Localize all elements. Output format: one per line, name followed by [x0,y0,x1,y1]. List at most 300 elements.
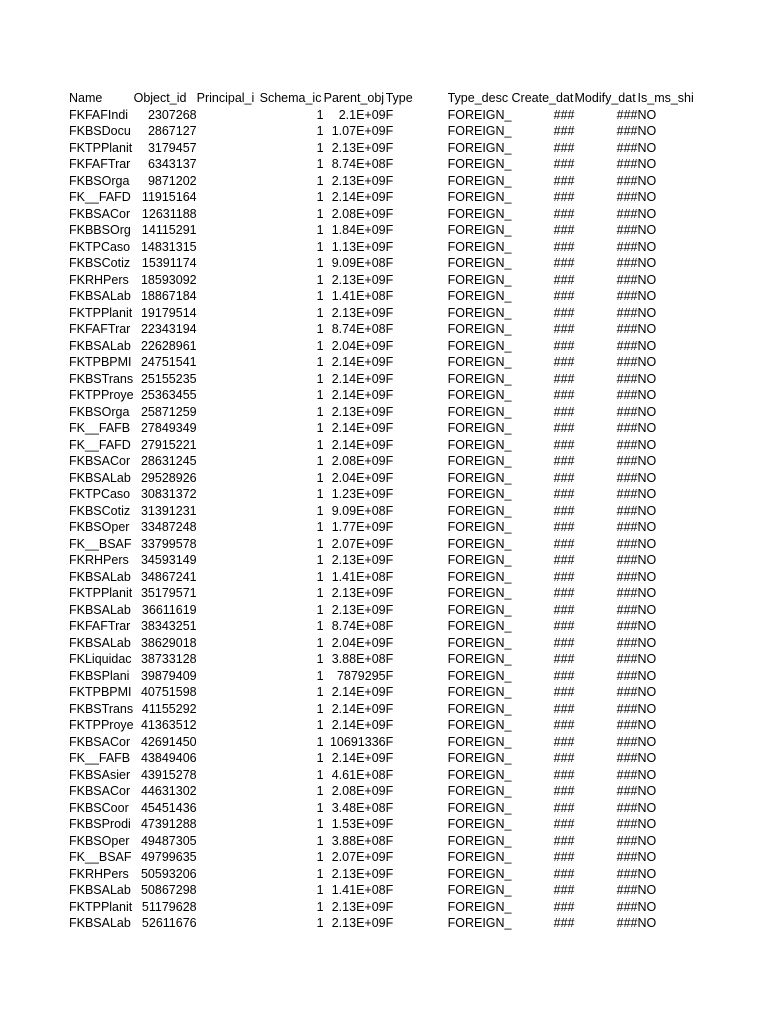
cell-create-date: ### [553,833,575,848]
cell-is-ms-shipped: NO [637,685,657,699]
cell-name: FKBSCoor [69,800,129,815]
cell-type-desc: FOREIGN_ [447,206,512,221]
cell-parent-object-id: 2.13E+09 [331,173,386,188]
cell-parent-object-id: 2.14E+09 [331,751,386,765]
table-row [69,486,702,503]
cell-type-desc: FOREIGN_ [447,404,512,419]
table-row [69,107,702,124]
cell-is-ms-shipped: NO [637,470,657,485]
cell-create-date: ### [553,223,575,237]
cell-name: FKBSACor [69,734,131,749]
cell-object-id: 38343251 [140,619,197,633]
cell-parent-object-id: 2.13E+09 [331,916,386,930]
table-row [69,222,702,239]
cell-schema-id: 1 [316,619,324,633]
table-row [69,470,702,487]
cell-modify-date: ### [616,916,638,930]
cell-modify-date: ### [616,685,638,699]
cell-name: FKTPBPMI [69,355,132,369]
cell-is-ms-shipped: NO [637,520,657,534]
cell-create-date: ### [553,602,575,617]
cell-object-id: 22628961 [140,338,197,353]
cell-object-id: 43849406 [140,751,197,765]
cell-type: F [385,355,394,369]
cell-type: F [385,883,394,897]
cell-principal-id [197,486,260,503]
table-row [69,668,702,685]
cell-schema-id: 1 [316,470,324,485]
cell-is-ms-shipped: NO [637,206,657,221]
cell-schema-id: 1 [316,701,324,716]
cell-parent-object-id: 2.08E+09 [331,454,386,468]
cell-name: FKBSALab [69,635,131,650]
cell-object-id: 2307268 [147,107,197,122]
cell-schema-id: 1 [316,322,324,336]
cell-name: FKBSALab [69,916,131,930]
cell-modify-date: ### [616,602,638,617]
cell-principal-id [197,470,260,487]
cell-type: F [385,553,394,567]
cell-object-id: 9871202 [147,173,197,188]
cell-parent-object-id: 2.14E+09 [331,190,386,204]
cell-type-desc: FOREIGN_ [447,107,512,122]
cell-principal-id [197,453,260,470]
cell-is-ms-shipped: NO [637,850,657,864]
cell-schema-id: 1 [316,272,324,287]
cell-principal-id [197,255,260,272]
cell-create-date: ### [553,520,575,534]
cell-parent-object-id: 1.41E+08 [331,569,386,584]
cell-type: F [385,536,394,551]
cell-object-id: 25871259 [140,404,197,419]
cell-is-ms-shipped: NO [637,817,657,831]
cell-create-date: ### [553,536,575,551]
cell-type-desc: FOREIGN_ [447,668,512,683]
cell-name: FKBSALab [69,470,131,485]
cell-schema-id: 1 [316,437,324,452]
cell-name: FKBSAsier [69,767,131,782]
cell-schema-id: 1 [316,652,324,666]
cell-type: F [385,305,394,320]
cell-create-date: ### [553,767,575,782]
cell-schema-id: 1 [316,751,324,765]
cell-type-desc: FOREIGN_ [447,371,512,386]
cell-principal-id [197,882,260,899]
cell-schema-id: 1 [316,883,324,897]
cell-create-date: ### [553,355,575,369]
cell-schema-id: 1 [316,916,324,930]
cell-create-date: ### [553,338,575,353]
cell-create-date: ### [553,586,575,600]
cell-is-ms-shipped: NO [637,371,657,386]
cell-type: F [385,619,394,633]
cell-create-date: ### [553,206,575,221]
cell-parent-object-id: 2.13E+09 [331,553,386,567]
cell-principal-id [197,618,260,635]
cell-create-date: ### [553,140,575,155]
cell-principal-id [197,635,260,652]
cell-modify-date: ### [616,751,638,765]
cell-principal-id [197,371,260,388]
cell-type-desc: FOREIGN_ [447,718,512,732]
cell-is-ms-shipped: NO [637,272,657,287]
cell-type-desc: FOREIGN_ [447,602,512,617]
cell-type-desc: FOREIGN_ [447,536,512,551]
cell-schema-id: 1 [316,520,324,534]
header-modify-date: Modify_dat [574,91,636,105]
cell-parent-object-id: 1.77E+09 [331,520,386,534]
cell-is-ms-shipped: NO [637,305,657,320]
cell-type-desc: FOREIGN_ [447,850,512,864]
cell-create-date: ### [553,734,575,749]
cell-type-desc: FOREIGN_ [447,899,512,914]
cell-schema-id: 1 [316,355,324,369]
cell-create-date: ### [553,107,575,122]
cell-name: FKBSOper [69,833,130,848]
cell-schema-id: 1 [316,850,324,864]
cell-parent-object-id: 1.41E+08 [331,883,386,897]
table-body [69,107,702,932]
cell-object-id: 22343194 [140,322,197,336]
cell-object-id: 40751598 [140,685,197,699]
cell-is-ms-shipped: NO [637,157,657,171]
cell-parent-object-id: 1.07E+09 [331,124,386,138]
cell-create-date: ### [553,157,575,171]
cell-parent-object-id: 2.14E+09 [331,421,386,435]
table-row [69,519,702,536]
cell-create-date: ### [553,751,575,765]
cell-modify-date: ### [616,503,638,518]
cell-principal-id [197,552,260,569]
cell-object-id: 2867127 [147,124,197,138]
cell-principal-id [197,288,260,305]
cell-object-id: 12631188 [141,206,197,221]
cell-create-date: ### [553,503,575,518]
cell-name: FKBSALab [69,338,131,353]
cell-name: FKBSDocu [69,124,131,138]
cell-name: FKBSACor [69,206,131,221]
cell-type: F [385,899,394,914]
table-row [69,437,702,454]
cell-create-date: ### [553,239,575,254]
cell-parent-object-id: 2.13E+09 [331,899,386,914]
cell-type: F [385,685,394,699]
cell-type-desc: FOREIGN_ [447,701,512,716]
table-row [69,305,702,322]
cell-object-id: 14115291 [141,223,197,237]
table-row [69,123,702,140]
cell-type: F [385,371,394,386]
table-row [69,849,702,866]
cell-is-ms-shipped: NO [637,652,657,666]
cell-create-date: ### [553,899,575,914]
cell-parent-object-id: 2.14E+09 [331,701,386,716]
cell-schema-id: 1 [316,124,324,138]
cell-principal-id [197,156,260,173]
header-name: Name [69,91,103,105]
table-row [69,140,702,157]
cell-schema-id: 1 [316,817,324,831]
cell-principal-id [197,305,260,322]
cell-principal-id [197,140,260,157]
table-row [69,651,702,668]
cell-object-id: 15391174 [141,256,197,270]
cell-is-ms-shipped: NO [637,107,657,122]
table-row [69,866,702,883]
cell-type: F [385,454,394,468]
cell-principal-id [197,800,260,817]
cell-modify-date: ### [616,223,638,237]
cell-is-ms-shipped: NO [637,602,657,617]
cell-type: F [385,289,394,303]
cell-modify-date: ### [616,569,638,584]
cell-type-desc: FOREIGN_ [447,289,512,303]
cell-is-ms-shipped: NO [637,404,657,419]
cell-object-id: 31391231 [140,503,197,518]
cell-is-ms-shipped: NO [637,289,657,303]
cell-schema-id: 1 [316,289,324,303]
cell-name: FKLiquidac [69,652,132,666]
cell-type: F [385,157,394,171]
cell-principal-id [197,783,260,800]
table-row [69,800,702,817]
cell-type: F [385,190,394,204]
cell-type: F [385,256,394,270]
table-row [69,585,702,602]
cell-object-id: 34593149 [140,553,197,567]
cell-type-desc: FOREIGN_ [447,586,512,600]
cell-type: F [385,388,394,402]
cell-object-id: 49487305 [140,833,197,848]
cell-type: F [385,916,394,930]
cell-parent-object-id: 8.74E+08 [331,619,386,633]
cell-type-desc: FOREIGN_ [447,619,512,633]
header-type-desc: Type_desc [447,91,509,105]
table-row [69,387,702,404]
cell-parent-object-id: 2.14E+09 [331,685,386,699]
table-row [69,288,702,305]
cell-object-id: 19179514 [140,305,197,320]
cell-parent-object-id: 2.13E+09 [331,305,386,320]
cell-is-ms-shipped: NO [637,140,657,155]
cell-principal-id [197,684,260,701]
cell-object-id: 44631302 [140,784,197,798]
cell-parent-object-id: 2.04E+09 [331,635,386,650]
cell-modify-date: ### [616,784,638,798]
cell-object-id: 25363455 [140,388,197,402]
cell-name: FKBSOper [69,520,130,534]
cell-is-ms-shipped: NO [637,635,657,650]
cell-object-id: 51179628 [141,899,197,914]
cell-object-id: 28631245 [140,454,197,468]
table-row [69,189,702,206]
cell-object-id: 18593092 [140,272,197,287]
cell-modify-date: ### [616,800,638,815]
cell-modify-date: ### [616,817,638,831]
cell-create-date: ### [553,371,575,386]
cell-create-date: ### [553,305,575,320]
cell-object-id: 35179571 [140,586,197,600]
cell-name: FK__FAFB [69,751,131,765]
header-object-id: Object_id [133,91,187,105]
cell-create-date: ### [553,635,575,650]
cell-object-id: 39879409 [140,668,197,683]
cell-type-desc: FOREIGN_ [447,569,512,584]
cell-type: F [385,817,394,831]
cell-name: FKBSALab [69,602,131,617]
cell-modify-date: ### [616,437,638,452]
cell-is-ms-shipped: NO [637,899,657,914]
cell-principal-id [197,338,260,355]
cell-modify-date: ### [616,124,638,138]
table-row [69,371,702,388]
cell-name: FKFAFTrar [69,157,131,171]
cell-object-id: 41363512 [140,718,197,732]
cell-principal-id [197,354,260,371]
cell-create-date: ### [553,817,575,831]
cell-create-date: ### [553,256,575,270]
header-is-ms-shipped: Is_ms_shi [637,91,694,105]
cell-principal-id [197,123,260,140]
cell-name: FK__FAFD [69,437,131,452]
cell-type: F [385,124,394,138]
cell-object-id: 6343137 [147,157,197,171]
header-create-date: Create_dat [511,91,574,105]
cell-type-desc: FOREIGN_ [447,124,512,138]
cell-parent-object-id: 3.88E+08 [331,652,386,666]
cell-create-date: ### [553,866,575,881]
cell-name: FKTPPlanit [69,140,133,155]
cell-schema-id: 1 [316,107,324,122]
table-row [69,915,702,932]
cell-modify-date: ### [616,652,638,666]
cell-principal-id [197,536,260,553]
cell-type: F [385,338,394,353]
cell-modify-date: ### [616,619,638,633]
cell-modify-date: ### [616,388,638,402]
cell-modify-date: ### [616,718,638,732]
cell-object-id: 50867298 [140,883,197,897]
cell-modify-date: ### [616,338,638,353]
cell-name: FKRHPers [69,866,129,881]
cell-name: FKBSOrga [69,404,130,419]
cell-is-ms-shipped: NO [637,338,657,353]
cell-schema-id: 1 [316,668,324,683]
cell-modify-date: ### [616,586,638,600]
cell-is-ms-shipped: NO [637,421,657,435]
cell-object-id: 47391288 [140,817,197,831]
cell-schema-id: 1 [316,503,324,518]
cell-parent-object-id: 10691336 [329,734,386,749]
cell-type: F [385,470,394,485]
cell-modify-date: ### [616,371,638,386]
table-row [69,750,702,767]
cell-modify-date: ### [616,190,638,204]
cell-create-date: ### [553,685,575,699]
cell-create-date: ### [553,652,575,666]
cell-parent-object-id: 2.13E+09 [331,140,386,155]
cell-schema-id: 1 [316,388,324,402]
cell-modify-date: ### [616,536,638,551]
cell-modify-date: ### [616,239,638,254]
cell-type-desc: FOREIGN_ [447,767,512,782]
cell-modify-date: ### [616,701,638,716]
header-type: Type [385,91,413,105]
cell-object-id: 36611619 [141,602,197,617]
cell-modify-date: ### [616,355,638,369]
table-row [69,239,702,256]
cell-parent-object-id: 2.07E+09 [331,536,386,551]
cell-create-date: ### [553,404,575,419]
cell-type-desc: FOREIGN_ [447,190,512,204]
cell-schema-id: 1 [316,899,324,914]
cell-object-id: 52611676 [141,916,197,930]
cell-is-ms-shipped: NO [637,619,657,633]
cell-name: FK__FAFD [69,190,131,204]
cell-principal-id [197,849,260,866]
cell-create-date: ### [553,190,575,204]
cell-is-ms-shipped: NO [637,388,657,402]
cell-name: FKFAFTrar [69,619,131,633]
cell-is-ms-shipped: NO [637,256,657,270]
cell-create-date: ### [553,173,575,188]
cell-type-desc: FOREIGN_ [447,800,512,815]
cell-name: FKBSALab [69,289,131,303]
cell-is-ms-shipped: NO [637,223,657,237]
cell-type-desc: FOREIGN_ [447,437,512,452]
cell-name: FKBSACor [69,454,131,468]
cell-principal-id [197,899,260,916]
cell-principal-id [197,519,260,536]
cell-modify-date: ### [616,289,638,303]
cell-create-date: ### [553,272,575,287]
cell-is-ms-shipped: NO [637,173,657,188]
cell-type-desc: FOREIGN_ [447,140,512,155]
table-row [69,272,702,289]
cell-create-date: ### [553,289,575,303]
cell-type: F [385,701,394,716]
cell-modify-date: ### [616,635,638,650]
cell-schema-id: 1 [316,718,324,732]
cell-principal-id [197,750,260,767]
cell-schema-id: 1 [316,223,324,237]
cell-create-date: ### [553,388,575,402]
cell-parent-object-id: 1.41E+08 [331,289,386,303]
table-row [69,734,702,751]
cell-type: F [385,140,394,155]
cell-modify-date: ### [616,454,638,468]
cell-principal-id [197,173,260,190]
table-row [69,569,702,586]
cell-object-id: 11915164 [141,190,197,204]
cell-principal-id [197,239,260,256]
cell-parent-object-id: 1.23E+09 [331,487,386,501]
cell-principal-id [197,437,260,454]
table-row [69,684,702,701]
cell-create-date: ### [553,437,575,452]
cell-is-ms-shipped: NO [637,833,657,848]
cell-parent-object-id: 2.14E+09 [331,718,386,732]
cell-type: F [385,173,394,188]
cell-type: F [385,569,394,584]
cell-name: FKBSALab [69,569,131,584]
table-row [69,552,702,569]
cell-type: F [385,668,394,683]
cell-is-ms-shipped: NO [637,866,657,881]
cell-principal-id [197,767,260,784]
cell-schema-id: 1 [316,767,324,782]
cell-type: F [385,784,394,798]
